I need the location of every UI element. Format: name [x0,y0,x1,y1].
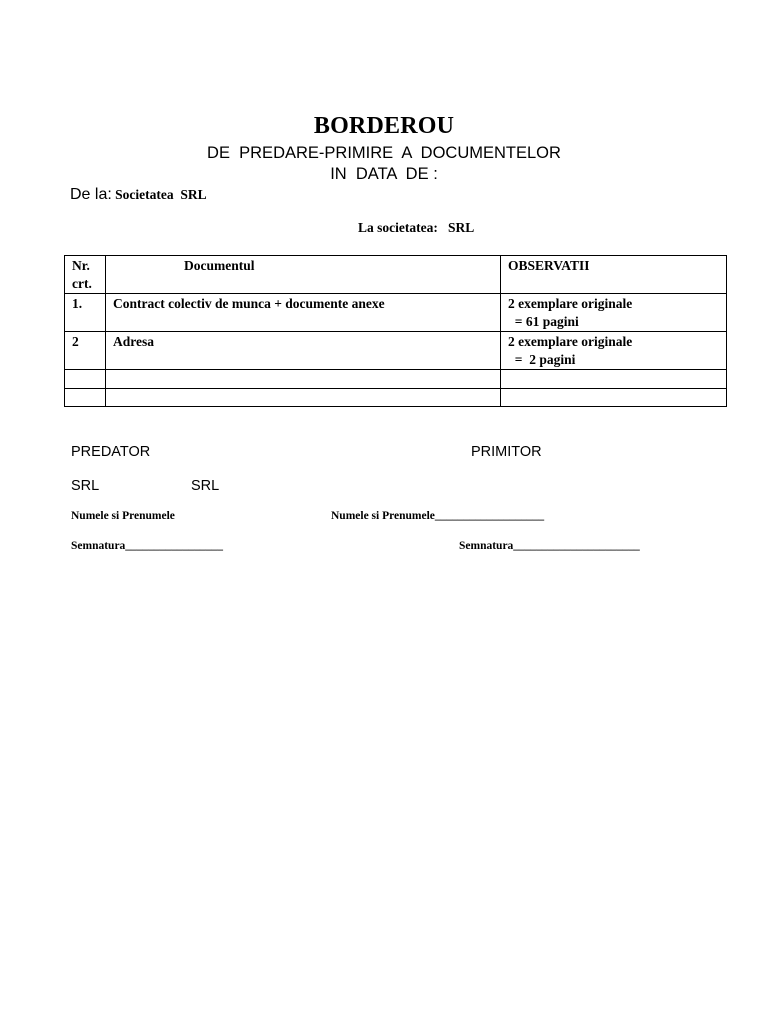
cell-observations: 2 exemplare originale = 2 pagini [501,332,727,370]
cell-observations: 2 exemplare originale = 61 pagini [501,294,727,332]
name-field-left: Numele si Prenumele [71,510,175,522]
header-document: Documentul [106,256,501,294]
documents-table [64,255,727,407]
primitor-label: PRIMITOR [471,444,542,460]
sender-value: Societatea SRL [111,187,207,202]
signature-field-left: Semnatura_________________ [71,540,224,552]
header-observations: OBSERVATII [501,256,727,294]
table-row [65,388,727,407]
cell-document: Adresa [106,332,501,370]
table-row [65,332,727,370]
subtitle-line-1: DE PREDARE-PRIMIRE A DOCUMENTELOR [207,144,561,162]
table-row [65,294,727,332]
srl-left: SRL [71,478,100,494]
cell-nr [65,388,106,407]
cell-document [106,388,501,407]
sender-line [70,186,207,204]
table-row [65,370,727,389]
header-nr-crt: Nr. crt. [65,256,106,294]
document-subtitle [0,143,768,185]
cell-document: Contract colectiv de munca + documente anexe [106,294,501,332]
document-title: BORDEROU [313,113,455,139]
subtitle-line-2: IN DATA DE : [330,165,438,183]
table-header-row [65,256,727,294]
srl-right: SRL [191,478,220,494]
sender-label: De la: [70,186,112,203]
signature-field-right: Semnatura______________________ [459,540,640,552]
cell-observations [501,388,727,407]
name-field-right: Numele si Prenumele___________________ [331,510,545,522]
cell-nr [65,370,106,389]
cell-nr: 2 [65,332,106,370]
cell-nr: 1. [65,294,106,332]
predator-label: PREDATOR [71,444,151,460]
cell-document [106,370,501,389]
recipient-line: La societatea: SRL [358,220,475,235]
cell-observations [501,370,727,389]
